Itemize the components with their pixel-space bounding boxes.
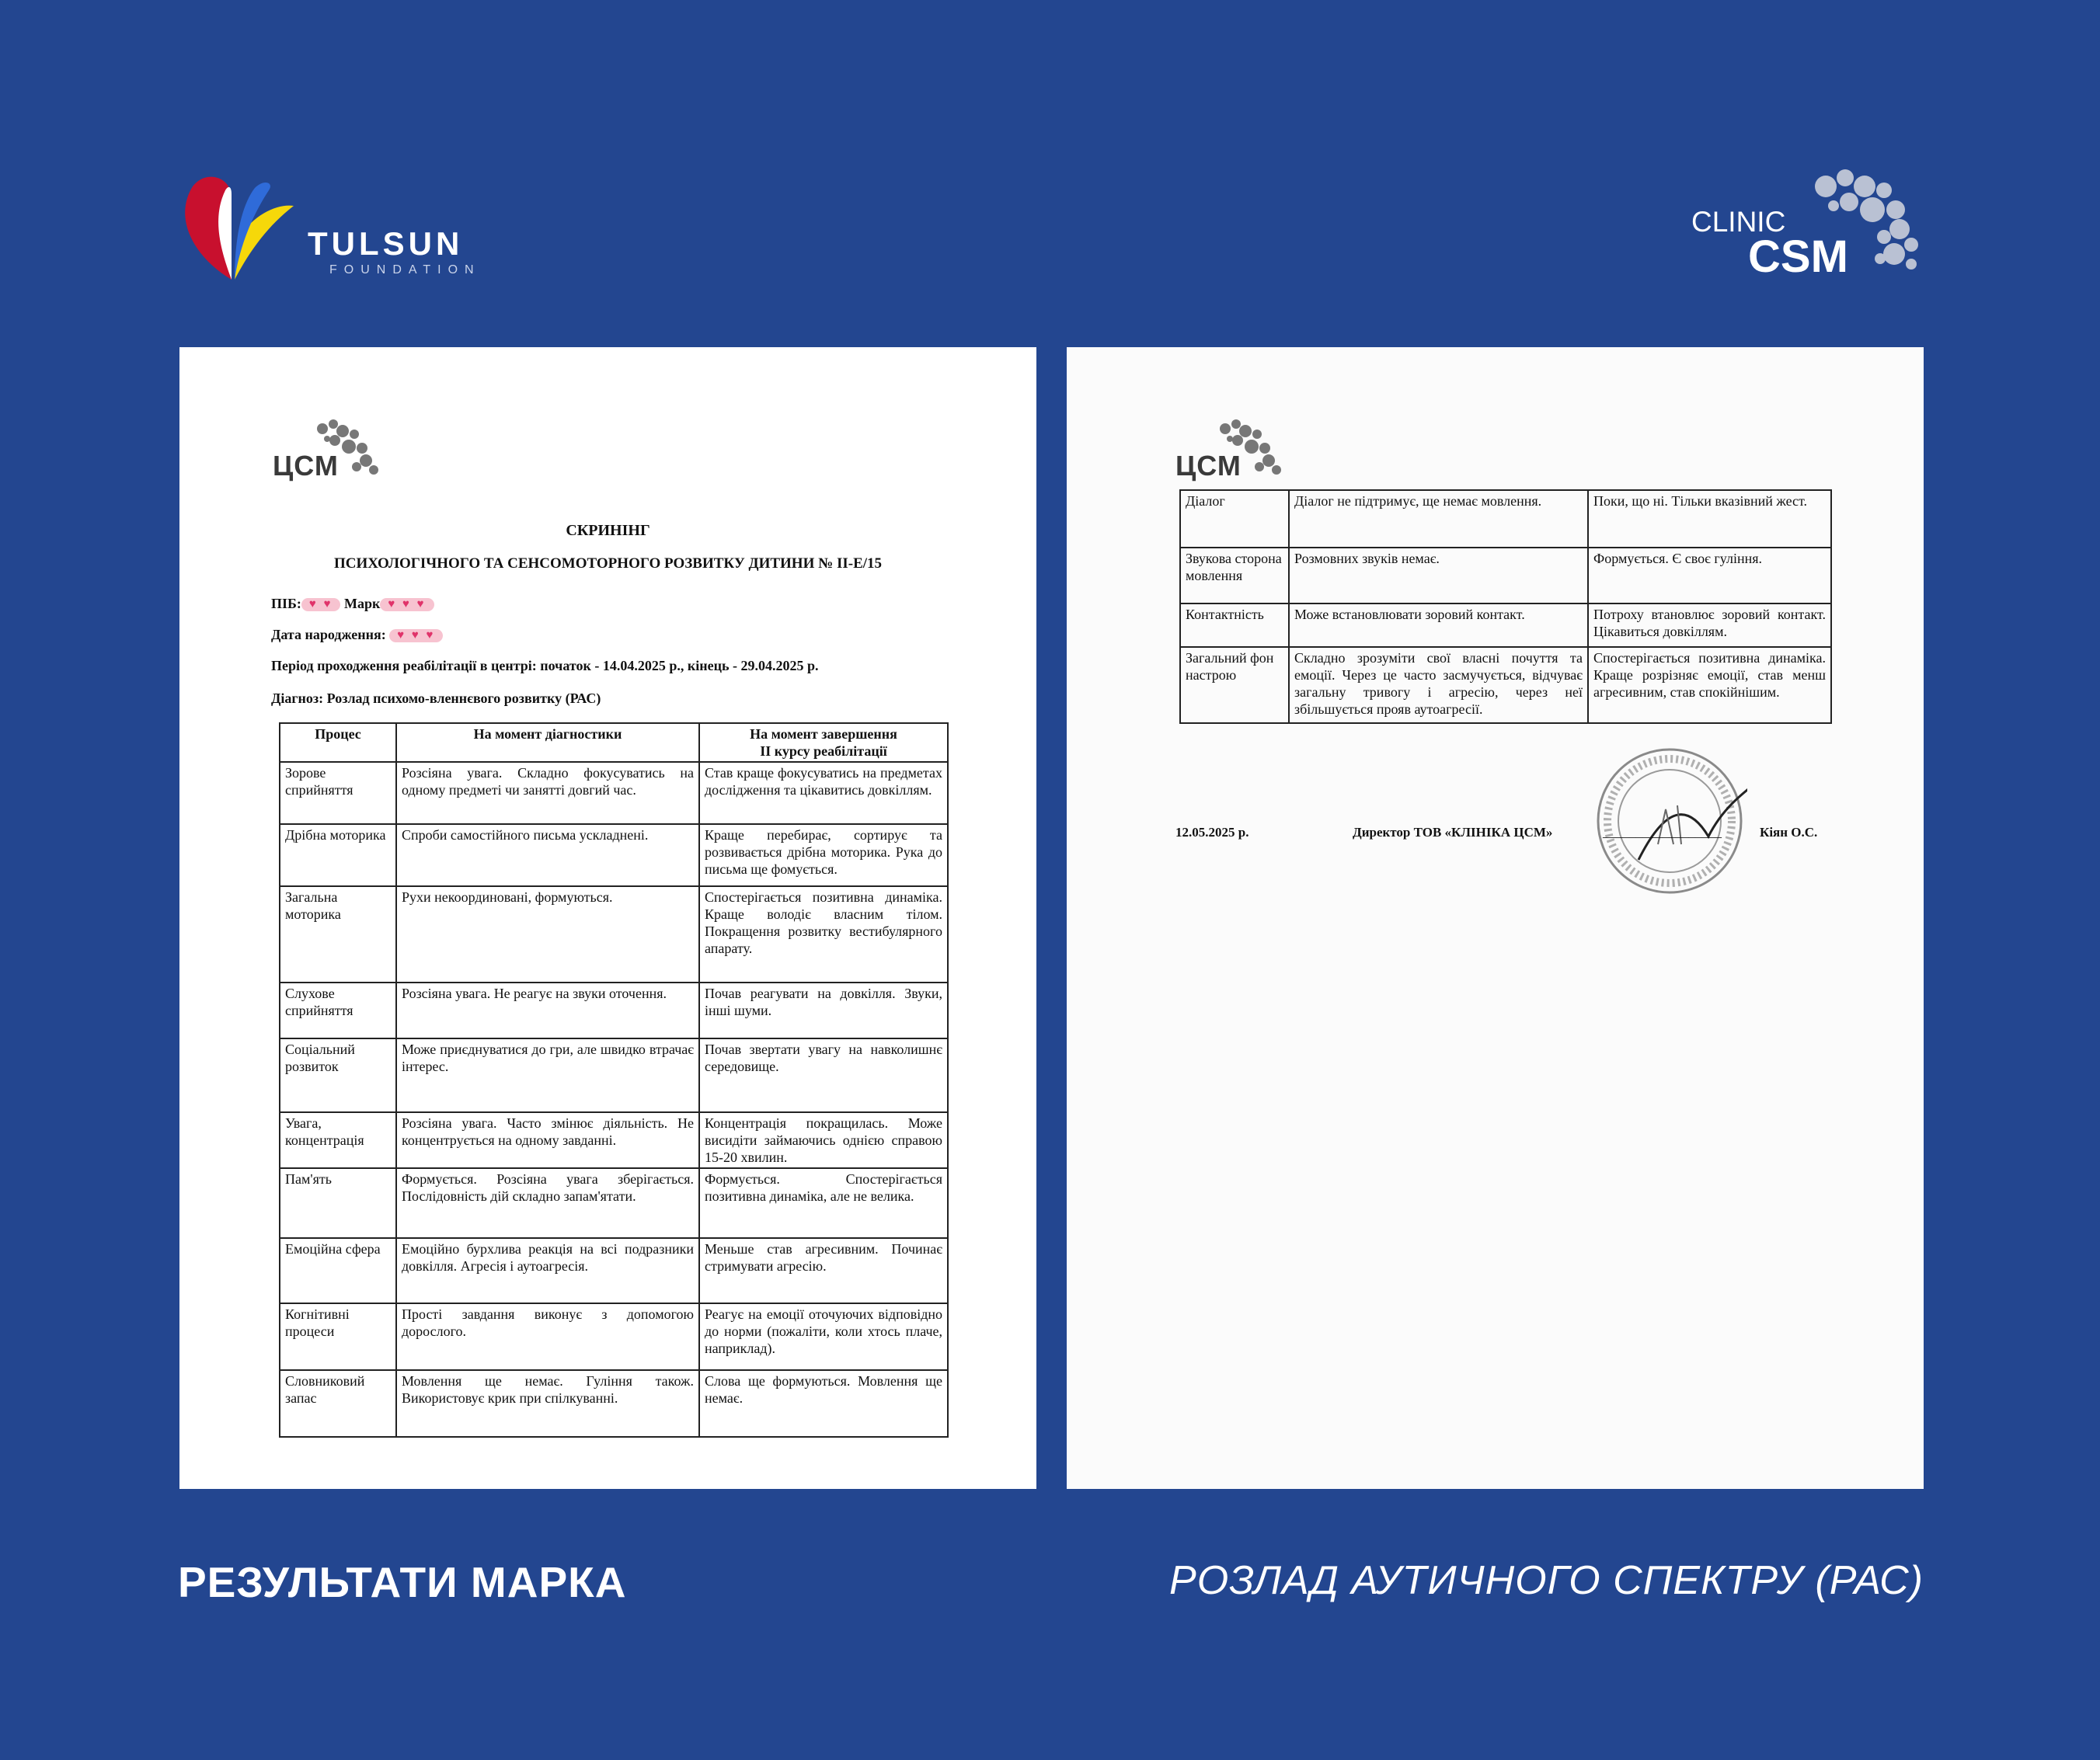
table-row [280,886,948,983]
molecule-dots-icon [312,417,389,479]
signature-scribble [1639,774,1747,860]
clinic-word: CLINIC [1691,206,1786,238]
row-at-completion: Реагує на емоції оточуючих відповідно до норми (пожаліти, коли хтось плаче, наприклад). [699,1303,948,1370]
pib-line [271,596,434,612]
header-process: Процес [280,723,396,762]
table-row [1180,548,1831,603]
row-at-completion: Меньше став агресивним. Починає стримувати агресію. [699,1238,948,1303]
row-at-diagnosis: Складно зрозуміти свої власні почуття та емоції. Через це часто засмучується, відчуває загальну тривогу і агресію, через неї збільшується прояв аутоагресії. [1289,647,1588,723]
row-at-diagnosis: Прості завдання виконує з допомогою дорослого. [396,1303,699,1370]
row-at-completion: Спостерігається позитивна динаміка. Краще розрізняє емоції, став менш агресивним, став спокійнішим. [1588,647,1831,723]
row-at-completion: Формується. Є своє гуління. [1588,548,1831,603]
row-process: Словниковий запас [280,1370,396,1437]
table-row [280,1112,948,1168]
signature-line: __________________ [1603,825,1722,840]
row-at-diagnosis: Рухи некоординовані, формуються. [396,886,699,983]
table-row [280,1370,948,1437]
row-process: Звукова сторона мовлення [1180,548,1289,603]
redacted-dob: ♥ ♥ ♥ [389,629,443,642]
table-row [280,762,948,824]
row-process: Діалог [1180,490,1289,548]
row-at-completion: Краще перебирає, сортирує та розвивається дрібна моторика. Рука до письма ще фомується. [699,824,948,886]
rehab-period: Період проходження реабілітації в центрі: початок - 14.04.2025 р., кінець - 29.04.2025 р. [271,658,819,673]
row-at-diagnosis: Може встановлювати зоровий контакт. [1289,603,1588,647]
csm-doc-logo [1175,417,1308,487]
row-at-diagnosis: Розсіяна увага. Не реагує на звуки оточення. [396,983,699,1038]
screening-table-body [280,762,948,1437]
row-at-diagnosis: Розмовних звуків немає. [1289,548,1588,603]
row-at-completion: Поки, що ні. Тільки вказівний жест. [1588,490,1831,548]
diagnosis: Діагноз: Розлад психомо-вленнєвого розвитку (РАС) [271,690,601,706]
table-row [280,1168,948,1238]
table-row [280,1303,948,1370]
row-process: Загальний фон настрою [1180,647,1289,723]
doc-subtitle: ПСИХОЛОГІЧНОГО ТА СЕНСОМОТОРНОГО РОЗВИТКУ ДИТИНИ № II-Е/15 [333,555,883,572]
row-process: Загальна моторика [280,886,396,983]
doc-title: СКРИНІНГ [566,522,650,539]
table-row [1180,603,1831,647]
diagnosis-caption: РОЗЛАД АУТИЧНОГО СПЕКТРУ (РАС) [1169,1558,1924,1603]
document-date: 12.05.2025 р. [1175,825,1249,840]
dob-line [271,627,443,643]
row-process: Емоційна сфера [280,1238,396,1303]
row-at-diagnosis: Формується. Розсіяна увага зберігається. Послідовність дій складно запам'ятати. [396,1168,699,1238]
row-process: Соціальний розвиток [280,1038,396,1112]
csm-word: CSM [1748,231,1848,282]
table-row [1180,490,1831,548]
row-at-completion: Потроху втановлює зоровий контакт. Цікавиться довкіллям. [1588,603,1831,647]
tulsun-name: TULSUN [308,225,464,262]
table-row [280,1038,948,1112]
row-at-completion: Спостерігається позитивна динаміка. Краще володіє власним тілом. Покращення розвитку вестибулярного апарату. [699,886,948,983]
row-process: Слухове сприйняття [280,983,396,1038]
screening-table-continued-body [1180,490,1831,723]
row-at-completion: Почав звертати увагу на навколишнє середовище. [699,1038,948,1112]
molecule-dots-icon [1802,167,1927,283]
header-at-completion-line2: II курсу реабілітації [760,743,887,759]
csm-doc-logo [273,417,405,487]
signer-name: Кіян О.С. [1760,825,1818,840]
screening-table [279,722,949,1438]
row-process: Пам'ять [280,1168,396,1238]
table-row [280,824,948,886]
screening-page-1 [179,347,1036,1489]
clinic-seal-stamp [1592,743,1747,899]
table-row [280,983,948,1038]
table-row [1180,647,1831,723]
molecule-dots-icon [1214,417,1292,479]
tulsun-heart-icon [177,171,305,283]
dob-label: Дата народження: [271,627,386,642]
redacted-patronymic: ♥ ♥ ♥ [380,598,434,611]
table-row [280,1238,948,1303]
row-process: Увага, концентрація [280,1112,396,1168]
row-at-diagnosis: Розсіяна увага. Складно фокусуватись на одному предметі чи занятті довгий час. [396,762,699,824]
tulsun-foundation-logo [177,171,503,283]
director-title: Директор ТОВ «КЛІНІКА ЦСМ» [1353,825,1553,840]
header-at-completion-line1: На момент завершення [750,726,897,742]
header-at-completion [699,723,948,762]
header-at-diagnosis: На момент діагностики [396,723,699,762]
row-at-completion: Концентрація покращилась. Може висидіти займаючись однією справою 15-20 хвилин. [699,1112,948,1168]
name-label: Марк [343,596,381,611]
row-at-completion: Слова ще формуються. Мовлення ще немає. [699,1370,948,1437]
row-at-diagnosis: Розсіяна увага. Часто змінює діяльність. Не концентрується на одному завданні. [396,1112,699,1168]
row-at-diagnosis: Діалог не підтримує, ще немає мовлення. [1289,490,1588,548]
csm-doc-logo-text: ЦСМ [273,450,339,482]
pib-label: ПІБ: [271,596,301,611]
redacted-surname: ♥ ♥ [301,598,341,611]
tulsun-subtitle: FOUNDATION [329,263,481,277]
row-at-diagnosis: Мовлення ще немає. Гуління також. Використовує крик при спілкуванні. [396,1370,699,1437]
row-at-diagnosis: Може приєднуватися до гри, але швидко втрачає інтерес. [396,1038,699,1112]
row-process: Дрібна моторика [280,824,396,886]
table-header-row [280,723,948,762]
row-at-completion: Формується. Спостерігається позитивна динаміка, але не велика. [699,1168,948,1238]
row-at-completion: Став краще фокусуватись на предметах дослідження та цікавитись довкіллям. [699,762,948,824]
clinic-csm-logo [1686,167,1935,291]
screening-page-2 [1067,347,1924,1489]
row-at-diagnosis: Емоційно бурхлива реакція на всі подразники довкілля. Агресія і аутоагресія. [396,1238,699,1303]
row-at-diagnosis: Спроби самостійного письма ускладнені. [396,824,699,886]
results-caption: РЕЗУЛЬТАТИ МАРКА [178,1558,627,1606]
row-process: Контактність [1180,603,1289,647]
csm-doc-logo-text: ЦСМ [1175,450,1242,482]
row-process: Когнітивні процеси [280,1303,396,1370]
row-process: Зорове сприйняття [280,762,396,824]
row-at-completion: Почав реагувати на довкілля. Звуки, інші шуми. [699,983,948,1038]
screening-table-continued [1179,489,1832,724]
